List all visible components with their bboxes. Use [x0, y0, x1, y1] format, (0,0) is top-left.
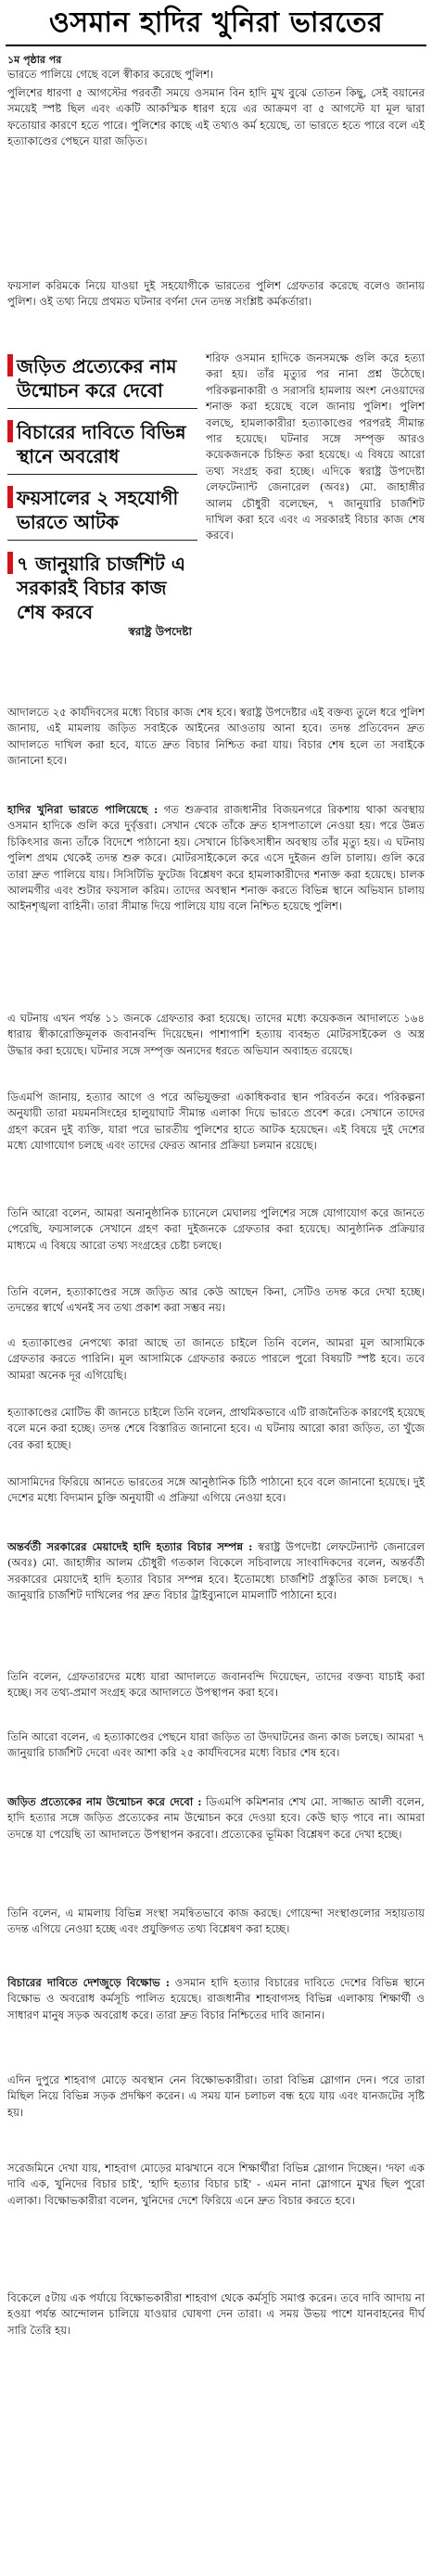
right-column-paragraph: শরিফ ওসমান হাদিকে জনসমক্ষে গুলি করে হত্যা করা হয়। তাঁর মৃত্যুর পর নানা প্রশ্ন উঠেছে। পরিকল্পনাকারী ও সরাসরি হামলায় অংশ নেওয়াদের শনাক্ত করা হয়েছে বলে জানায় পুলিশ। পুলিশ বলছে, হামলাকারীরা হত্যাকাণ্ডের পরপরই সীমান্ত পার হয়েছে। ঘটনার সঙ্গে সম্পৃক্ত আরও কয়েকজনকে চিহ্নিত করা হয়েছে। এ বিষয়ে আরো তথ্য সংগ্রহ করা হচ্ছে। এদিকে স্বরাষ্ট্র উপদেষ্টা লেফটেন্যান্ট জেনারেল (অবঃ) মো. জাহাঙ্গীর আলম চৌধুরী বলেছেন, ৭ জানুয়ারি চার্জশিট দাখিল করা হবে এবং এ সরকারই বিচার কাজ শেষ করবে। — [206, 351, 425, 542]
paragraph: পুলিশের ধারণা ৫ আগস্টের পরবর্তী সময়ে ওসমান বিন হাদি মুখ বুঝে তোতন কিছু, সেই বয়ানের সময়েই স্পষ্ট ছিল এবং একটি আকস্মিক ধারণ হয়ে এর আক্রমণ বা ৫ আগস্টে যা মূল দ্বারা ফতোয়ার কারণে হতে পারে। পুলিশের কাছে এই তথ্যও কর্ম হয়েছে, তা ভারতে হতে পারে বলে এই হত্যাকাণ্ডের পেছনে যারা জড়িত। — [7, 86, 425, 148]
highlight-text: ফয়সালের ২ সহযোগী ভারতে আটক — [17, 487, 179, 533]
paragraph: সরেজমিনে দেখা যায়, শাহবাগ মোড়ের মাঝখানে বসে শিক্ষার্থীরা বিভিন্ন স্লোগান দিচ্ছেন। 'দফা এক দাবি এক, খুনিদের বিচার চাই', 'হাদি হত্যার বিচার চাই' - এমন নানা স্লোগানে মুখর ছিল পুরো এলাকা। বিক্ষোভকারীরা বলেন, খুনিদের দেশে ফিরিয়ে এনে দ্রুত বিচার করতে হবে। — [7, 2162, 425, 2207]
highlight-item — [7, 416, 197, 475]
paragraph: আদালতে ২৫ কার্যদিবসের মধ্যে বিচার কাজ শেষ হবে। স্বরাষ্ট্র উপদেষ্টার এই বক্তব্য তুলে ধরে পুলিশ জানায়, এই মামলায় জড়িত সবাইকে আইনের আওতায় আনা হবে। তদন্ত প্রতিবেদন দ্রুত আদালতে দাখিল করা হবে, যাতে দ্রুত বিচার নিশ্চিত করা যায়। বিচার শেষ হলে তা সবাইকে জানানো হবে। — [7, 706, 425, 768]
highlights-sidebar — [7, 351, 197, 656]
paragraph: হত্যাকাণ্ডের মোটিভ কী জানতে চাইলে তিনি বলেন, প্রাথমিকভাবে এটি রাজনৈতিক কারণেই হয়েছে বলে মনে করা হচ্ছে। তদন্ত শেষে বিস্তারিত জানানো হবে। এ ঘটনায় আরো কারা জড়িত, তা খুঁজে বের করা হচ্ছে। — [7, 1406, 425, 1451]
continued-from-label: ১ম পৃষ্ঠার পর — [7, 54, 62, 66]
paragraph: বিকেলে ৫টায় এক পর্যায়ে বিক্ষোভকারীরা শাহবাগ থেকে কর্মসূচি সমাপ্ত করেন। তবে দাবি আদায় না হওয়া পর্যন্ত আন্দোলন চালিয়ে যাওয়ার ঘোষণা দেন তারা। এ সময় উভয় পাশে যানবাহনের দীর্ঘ সারি তৈরি হয়। — [7, 2291, 425, 2337]
highlight-text: জড়িত প্রত্যেকের নাম উন্মোচন করে দেবো — [17, 355, 177, 402]
section — [7, 1975, 425, 2023]
highlight-caption: স্বরাষ্ট্র উপদেষ্টা — [128, 625, 192, 638]
headline: ওসমান হাদির খুনিরা ভারতের — [48, 6, 384, 39]
paragraph: ডিএমপি জানায়, হত্যার আগে ও পরে অভিযুক্তরা একাধিকবার স্থান পরিবর্তন করে। পরিকল্পনা অনুযায়ী তারা ময়মনসিংহের হালুয়াঘাট সীমান্ত এলাকা দিয়ে ভারতে প্রবেশ করে। সেখানে তাদের গ্রহণ করেন দুই ব্যক্তি, যারা পরে ভারতীয় পুলিশের হাতে আটক হয়েছেন। এই বিষয়ে দুই দেশের মধ্যে যোগাযোগ চলছে এবং তাদের ফেরত আনার প্রক্রিয়া চলমান রয়েছে। — [7, 1090, 425, 1153]
paragraph: তিনি আরো বলেন, আমরা অনানুষ্ঠানিক চ্যানেলে মেঘালয় পুলিশের সঙ্গে যোগাযোগ করে জানতে পেরেছি, ফয়সালকে সেখানে গ্রহণ করা দুইজনকে গ্রেফতার করা হয়েছে। আনুষ্ঠানিক প্রক্রিয়ার মাধ্যমে এ বিষয়ে আরো তথ্য সংগ্রহের চেষ্টা চলছে। — [7, 1206, 425, 1252]
highlight-text: ৭ জানুয়ারি চার্জশিট এ সরকারই বিচার কাজ শেষ করবে — [17, 553, 185, 623]
paragraph: এদিন দুপুরে শাহবাগ মোড়ে অবস্থান নেন বিক্ষোভকারীরা। তারা বিভিন্ন স্লোগান দেন। পরে তারা মিছিল নিয়ে বিভিন্ন সড়ক প্রদক্ষিণ করেন। এ সময় যান চলাচল বন্ধ হয়ে যায় এবং যানজটের সৃষ্টি হয়। — [7, 2073, 425, 2119]
section — [7, 1794, 425, 1843]
highlight-item — [7, 548, 197, 648]
paragraph: এ ঘটনায় এখন পর্যন্ত ১১ জনকে গ্রেফতার করা হয়েছে। তাদের মধ্যে কয়েকজন আদালতে ১৬৪ ধারায় স্বীকারোক্তিমূলক জবানবন্দি দিয়েছেন। পাশাপাশি হত্যায় ব্যবহৃত মোটরসাইকেল ও অস্ত্র উদ্ধার করা হয়েছে। ঘটনার সঙ্গে সম্পৃক্ত অন্যদের ধরতে অভিযান অব্যাহত রয়েছে। — [7, 1012, 425, 1057]
subheading: হাদির খুনিরা ভারতে পালিয়েছে : — [7, 803, 159, 816]
highlight-item — [7, 482, 197, 541]
paragraph: ওসমান হাদি হত্যার বিচারের দাবিতে দেশের বিভিন্ন স্থানে বিক্ষোভ ও অবরোধ কর্মসূচি পালিত হয়েছে। রাজধানীর শাহবাগসহ বিভিন্ন এলাকায় শিক্ষার্থী ও সাধারণ মানুষ সড়ক অবরোধ করে। তারা দ্রুত বিচার নিশ্চিতের দাবি জানান। — [7, 1976, 425, 2021]
paragraph: তিনি বলেন, এ মামলায় বিভিন্ন সংস্থা সমন্বিতভাবে কাজ করছে। গোয়েন্দা সংস্থাগুলোর সহায়তায় তদন্ত এগিয়ে নেওয়া হচ্ছে এবং প্রযুক্তিগত তথ্য বিশ্লেষণ করা হচ্ছে। — [7, 1906, 425, 1936]
paragraph: স্বরাষ্ট্র উপদেষ্টা লেফটেন্যান্ট জেনারেল (অবঃ) মো. জাহাঙ্গীর আলম চৌধুরী গতকাল বিকেলে সচিবালয়ে সাংবাদিকদের বলেন, অন্তর্বর্তী সরকারের মেয়াদেই হাদি হত্যার বিচার সম্পন্ন হবে। ইতোমধ্যে চার্জশিট প্রস্তুতির কাজ চলছে। ৭ জানুয়ারি চার্জশিট দাখিলের পর দ্রুত বিচার ট্রাইব্যুনালে মামলাটি পাঠানো হবে। — [7, 1540, 426, 1602]
paragraph: তিনি বলেন, গ্রেফতারদের মধ্যে যারা আদালতে জবানবন্দি দিয়েছেন, তাদের বক্তব্য যাচাই করা হচ্ছে। সব তথ্য-প্রমাণ সংগ্রহ করে আদালতে উপস্থাপন করা হবে। — [7, 1670, 425, 1700]
paragraph: তিনি বলেন, হত্যাকাণ্ডের সঙ্গে জড়িত আর কেউ আছেন কিনা, সেটিও তদন্ত করে দেখা হচ্ছে। তদন্তের স্বার্থে এখনই সব তথ্য প্রকাশ করা সম্ভব নয়। — [7, 1285, 425, 1315]
subheading: অন্তর্বর্তী সরকারের মেয়াদেই হাদি হত্যার বিচার সম্পন্ন : — [7, 1540, 253, 1553]
section — [7, 802, 425, 915]
paragraph: তিনি আরো বলেন, এ হত্যাকাণ্ডের পেছনে যারা জড়িত তা উদঘাটনের জন্য কাজ চলছে। আমরা ৭ জানুয়ারি চার্জশিট দেবো এবং আশা করি ২৫ কার্যদিবসের মধ্যে বিচার শেষ হবে। — [7, 1730, 425, 1760]
paragraph: ফয়সাল করিমকে নিয়ে যাওয়া দুই সহযোগীকে ভারতের পুলিশ গ্রেফতার করেছে বলেও জানায় পুলিশ। ওই তথ্য নিয়ে প্রথমত ঘটনার বর্ণনা দেন তদন্ত সংশ্লিষ্ট কর্মকর্তারা। — [7, 279, 425, 309]
headline-rule — [6, 45, 426, 46]
highlight-text: বিচারের দাবিতে বিভিন্ন স্থানে অবরোধ — [17, 421, 186, 467]
subheading: বিচারের দাবিতে দেশজুড়ে বিক্ষোভ : — [7, 1976, 170, 1989]
paragraph: আসামিদের ফিরিয়ে আনতে ভারতের সঙ্গে আনুষ্ঠানিক চিঠি পাঠানো হবে বলে জানানো হয়েছে। দুই দেশের মধ্যে বিদ্যমান চুক্তি অনুযায়ী এ প্রক্রিয়া এগিয়ে নেওয়া হবে। — [7, 1475, 425, 1505]
paragraph: গত শুক্রবার রাজধানীর বিজয়নগরে রিকশায় থাকা অবস্থায় ওসমান হাদিকে গুলি করে দুর্বৃত্তরা। সেখান থেকে তাঁকে দ্রুত হাসপাতালে নেওয়া হয়। পরে উন্নত চিকিৎসার জন্য তাঁকে বিদেশে পাঠানো হয়। সেখানে চিকিৎসাধীন অবস্থায় তাঁর মৃত্যু হয়। এ ঘটনায় পুলিশ প্রথম থেকেই তদন্ত শুরু করে। মোটরসাইকেলে করে এসে দুইজন গুলি চালায়। গুলি করে তারা দ্রুত পালিয়ে যায়। সিসিটিভি ফুটেজ বিশ্লেষণ করে হামলাকারীদের শনাক্ত করা হয়েছে। চালক আলমগীর এবং শুটার ফয়সাল করিম। তাদের অবস্থান শনাক্ত করতে বিভিন্ন স্থানে অভিযান চালায় আইনশৃঙ্খলা বাহিনী। তারা সীমান্ত দিয়ে পালিয়ে যায় বলে নিশ্চিত হয়েছে পুলিশ। — [7, 803, 425, 913]
paragraph: ডিএমপি কমিশনার শেখ মো. সাজ্জাত আলী বলেন, হাদি হত্যার সঙ্গে জড়িত প্রত্যেকের নাম উন্মোচন করে দেওয়া হবে। কেউ ছাড় পাবে না। আমরা তদন্তে যা পেয়েছি তা আদালতে উপস্থাপন করবো। প্রত্যেকের ভূমিকা বিশ্লেষণ করে দেখা হচ্ছে। — [7, 1795, 425, 1841]
section — [7, 1539, 425, 1604]
highlight-item — [7, 351, 197, 409]
intro-paragraph: ভারতে পালিয়ে গেছে বলে স্বীকার করেছে পুলিশ। — [7, 68, 214, 81]
subheading: জড়িত প্রত্যেকের নাম উন্মোচন করে দেবো : — [7, 1795, 202, 1808]
paragraph: এ হত্যাকাণ্ডের নেপথ্যে কারা আছে তা জানতে চাইলে তিনি বলেন, আমরা মূল আসামিকে গ্রেফতার করতে পারিনি। মূল আসামিকে গ্রেফতার করতে পারলে পুরো বিষয়টি স্পষ্ট হবে। তবে আমরা অনেক দূর এগিয়েছি। — [7, 1336, 425, 1382]
